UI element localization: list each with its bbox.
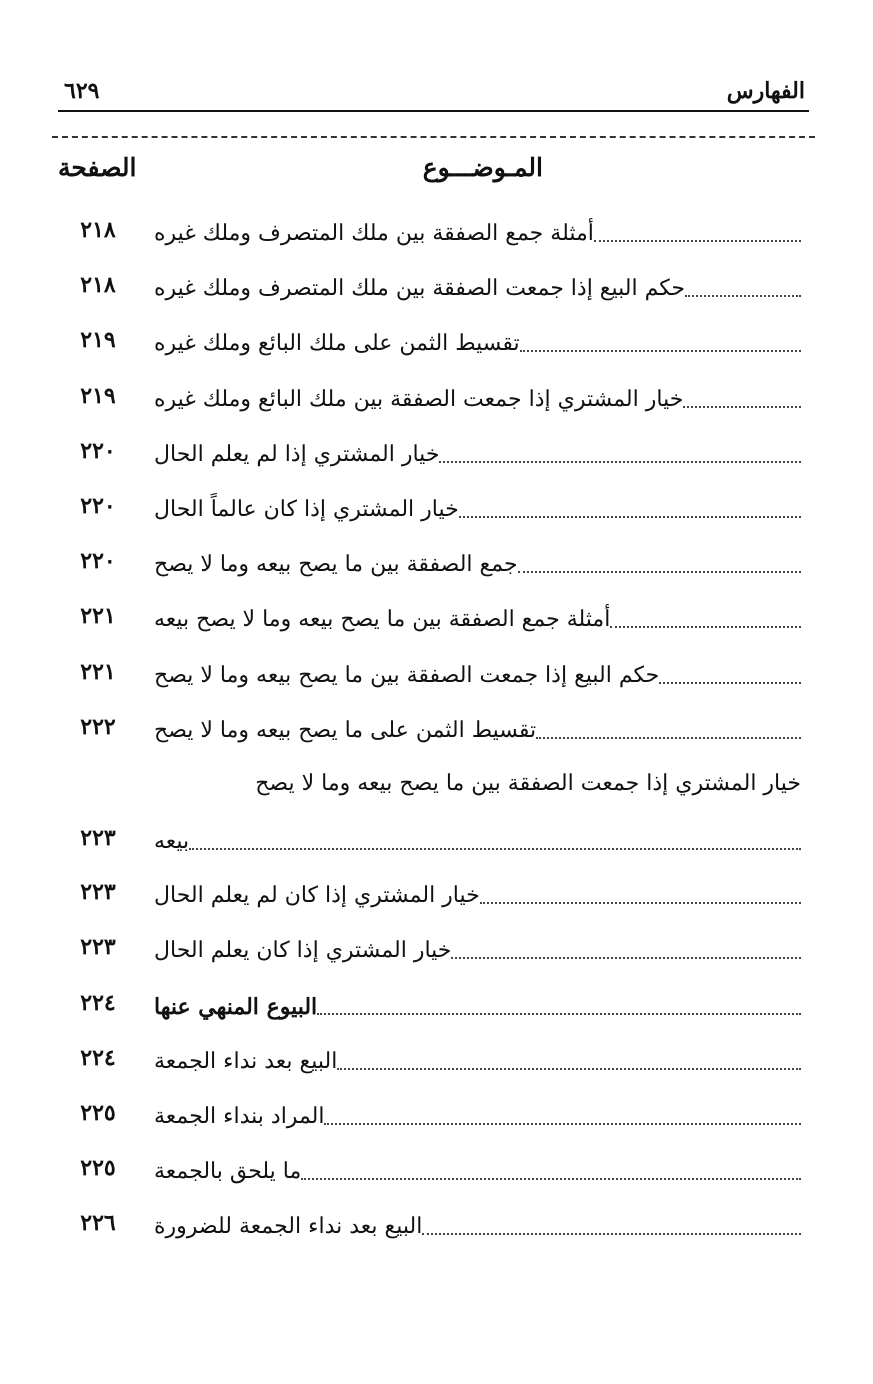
toc-entry-line — [150, 1152, 801, 1192]
toc-entry-line — [150, 1097, 801, 1137]
toc-entry — [58, 594, 801, 649]
toc-entry-page-number: ٢١٨ — [80, 217, 116, 243]
toc-entry — [58, 925, 801, 980]
dot-leader — [683, 406, 801, 408]
toc-entry-topic: البيع بعد نداء الجمعة للضرورة — [154, 1214, 423, 1240]
dot-leader — [301, 1178, 801, 1180]
dot-leader — [459, 516, 801, 518]
dot-leader — [659, 682, 801, 684]
toc-entry-line — [150, 214, 801, 254]
page-number: ٦٢٩ — [64, 78, 100, 104]
toc-entry-page-number: ٢٢٠ — [80, 437, 116, 464]
toc-entry-topic: المراد بنداء الجمعة — [154, 1104, 325, 1130]
dot-leader — [422, 1233, 801, 1235]
toc-entry-line — [150, 1042, 801, 1082]
toc-entry — [58, 981, 801, 1036]
toc-entry — [58, 1146, 801, 1201]
toc-entry-topic: حكم البيع إذا جمعت الصفقة بين ملك المتصرف وملك غيره — [154, 276, 685, 302]
toc-entry — [58, 705, 801, 760]
dot-leader — [337, 1068, 801, 1070]
dot-leader — [439, 461, 801, 463]
toc-entry-page-number: ٢٢٠ — [80, 492, 116, 519]
toc-entry-page-number: ٢٢٠ — [80, 548, 116, 575]
toc-entry-page-number: ٢٢٣ — [80, 879, 116, 906]
toc-entry-line — [150, 269, 801, 309]
toc-entry-line — [150, 656, 801, 696]
toc-entry-topic: ما يلحق بالجمعة — [154, 1159, 302, 1185]
running-title: الفهارس — [726, 78, 805, 104]
toc-entry-topic: أمثلة جمع الصفقة بين ملك المتصرف وملك غيره — [154, 221, 594, 246]
toc-entry-line — [150, 1207, 801, 1247]
toc-list — [58, 208, 801, 1257]
running-header — [58, 70, 809, 112]
toc-entry — [58, 539, 801, 594]
toc-entry — [58, 374, 801, 429]
toc-entry-topic: خيار المشتري إذا جمعت الصفقة بين ما يصح بيعه وما لا يصح — [255, 770, 801, 796]
toc-entry-line — [150, 987, 801, 1027]
toc-entry-page-number: ٢٢٤ — [80, 989, 116, 1016]
dot-leader — [610, 626, 801, 628]
toc-entry — [58, 429, 801, 484]
toc-entry-line — [150, 435, 801, 475]
page-column-header: الصفحة — [58, 153, 137, 182]
dot-leader — [520, 350, 801, 352]
toc-entry-page-number: ٢٢٤ — [80, 1044, 116, 1071]
toc-entry-page-number: ٢٢١ — [80, 658, 116, 685]
toc-entry-topic: تقسيط الثمن على ملك البائع وملك غيره — [154, 331, 520, 357]
toc-entry-topic: تقسيط الثمن على ما يصح بيعه وما لا يصح — [154, 717, 537, 743]
toc-entry-topic: خيار المشتري إذا كان لم يعلم الحال — [154, 883, 480, 909]
dotted-divider — [52, 136, 815, 138]
toc-entry-topic: البيوع المنهي عنها — [154, 993, 318, 1020]
toc-entry — [58, 870, 801, 925]
toc-entry-page-number: ٢٢٣ — [80, 934, 116, 961]
topic-column-header: المـوضـــوع — [422, 153, 543, 182]
toc-entry-topic: خيار المشتري إذا كان يعلم الحال — [154, 938, 452, 964]
toc-entry — [58, 318, 801, 373]
dot-leader — [317, 1013, 801, 1015]
toc-entry-page-number: ٢٢٥ — [80, 1100, 116, 1127]
toc-entry — [58, 650, 801, 705]
toc-entry-page-number: ٢٢٣ — [80, 824, 116, 851]
toc-entry-topic: البيع بعد نداء الجمعة — [154, 1048, 338, 1074]
dot-leader — [324, 1123, 801, 1125]
dot-leader — [685, 295, 801, 297]
toc-entry-page-number: ٢٢٦ — [80, 1210, 116, 1237]
toc-entry — [58, 208, 801, 263]
dot-leader — [480, 902, 801, 904]
dot-leader — [518, 571, 801, 573]
toc-entry-topic: خيار المشتري إذا كان عالماً الحال — [154, 496, 459, 522]
toc-entry-page-number: ٢١٩ — [80, 327, 116, 354]
toc-entry-line — [150, 600, 801, 640]
toc-entry — [58, 760, 801, 870]
toc-entry-page-number: ٢٢٢ — [80, 713, 116, 740]
toc-entry-line — [150, 545, 801, 585]
toc-entry-line — [150, 931, 801, 971]
toc-entry-line — [150, 324, 801, 364]
toc-entry-line — [150, 822, 801, 862]
toc-entry — [58, 1036, 801, 1091]
toc-entry-line — [150, 711, 801, 751]
dot-leader — [594, 240, 801, 242]
toc-entry-page-number: ٢٢١ — [80, 603, 116, 630]
dot-leader — [536, 737, 801, 739]
toc-entry-topic: جمع الصفقة بين ما يصح بيعه وما لا يصح — [154, 552, 518, 578]
toc-entry — [58, 263, 801, 318]
toc-entry-topic: خيار المشتري إذا جمعت الصفقة بين ملك البائع وملك غيره — [154, 386, 684, 412]
toc-entry-topic-continuation: بيعه — [154, 828, 190, 854]
toc-entry-page-number: ٢١٩ — [80, 382, 116, 409]
toc-entry-topic: حكم البيع إذا جمعت الصفقة بين ما يصح بيعه وما لا يصح — [154, 662, 660, 688]
toc-entry-topic: أمثلة جمع الصفقة بين ما يصح بيعه وما لا يصح بيعه — [154, 607, 611, 633]
toc-entry-page-number: ٢٢٥ — [80, 1155, 116, 1182]
toc-entry — [58, 484, 801, 539]
toc-entry-line — [150, 380, 801, 420]
toc-entry-page-number: ٢١٨ — [80, 272, 116, 299]
toc-entry-topic: خيار المشتري إذا لم يعلم الحال — [154, 441, 440, 467]
toc-entry — [58, 1201, 801, 1256]
toc-entry — [58, 1091, 801, 1146]
dot-leader — [189, 848, 801, 850]
toc-entry-line — [150, 490, 801, 530]
dot-leader — [451, 957, 801, 959]
toc-entry-line — [150, 876, 801, 916]
